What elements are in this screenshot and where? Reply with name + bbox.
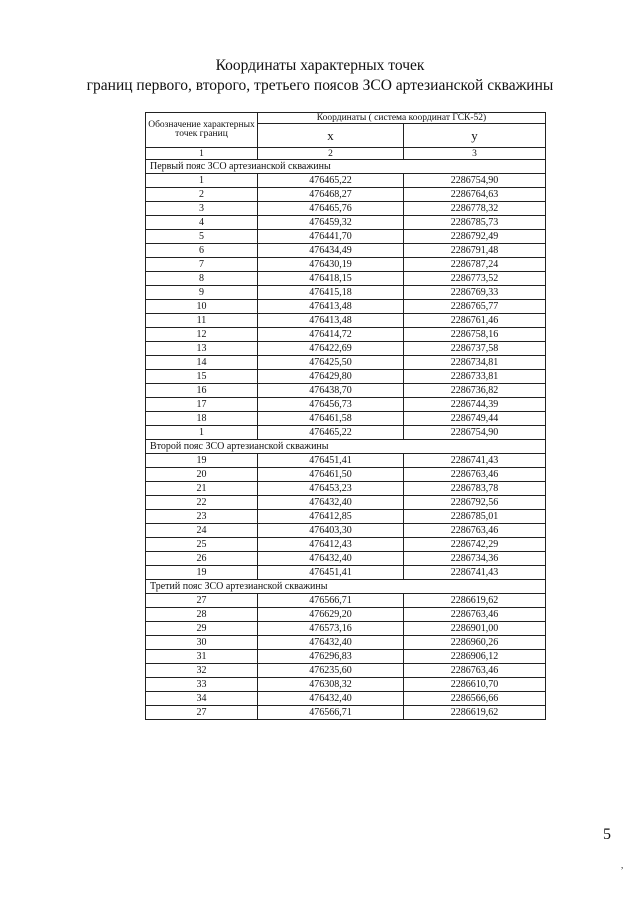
point-number-cell: 16 — [146, 384, 258, 398]
point-number-cell: 12 — [146, 328, 258, 342]
x-coordinate-cell: 476432,40 — [258, 496, 404, 510]
point-number-cell: 19 — [146, 566, 258, 580]
y-coordinate-cell: 2286734,36 — [404, 552, 546, 566]
table-row — [146, 426, 546, 440]
point-number-cell: 10 — [146, 300, 258, 314]
y-coordinate-cell: 2286566,66 — [404, 692, 546, 706]
table-row — [146, 706, 546, 720]
y-coordinate-cell: 2286763,46 — [404, 608, 546, 622]
table-row — [146, 384, 546, 398]
point-number-cell: 19 — [146, 454, 258, 468]
table-row — [146, 468, 546, 482]
table-row — [146, 538, 546, 552]
x-coordinate-cell: 476412,43 — [258, 538, 404, 552]
table-row — [146, 650, 546, 664]
corner-mark: , — [621, 860, 624, 870]
y-coordinate-cell: 2286749,44 — [404, 412, 546, 426]
column-number: 2 — [258, 148, 404, 160]
table-header — [146, 113, 546, 160]
point-number-cell: 34 — [146, 692, 258, 706]
table-row — [146, 678, 546, 692]
point-number-cell: 13 — [146, 342, 258, 356]
column-number: 3 — [404, 148, 546, 160]
x-coordinate-cell: 476629,20 — [258, 608, 404, 622]
y-coordinate-cell: 2286763,46 — [404, 664, 546, 678]
y-coordinate-cell: 2286754,90 — [404, 426, 546, 440]
x-coordinate-cell: 476566,71 — [258, 706, 404, 720]
point-number-cell: 33 — [146, 678, 258, 692]
y-coordinate-cell: 2286764,63 — [404, 188, 546, 202]
y-coordinate-cell: 2286761,46 — [404, 314, 546, 328]
x-coordinate-cell: 476451,41 — [258, 454, 404, 468]
point-number-cell: 29 — [146, 622, 258, 636]
table-row — [146, 356, 546, 370]
table-row — [146, 608, 546, 622]
table-row — [146, 398, 546, 412]
header-coordinates: Координаты ( система координат ГСК-52) — [258, 113, 546, 124]
table-row — [146, 300, 546, 314]
point-number-cell: 3 — [146, 202, 258, 216]
x-coordinate-cell: 476425,50 — [258, 356, 404, 370]
x-coordinate-cell: 476413,48 — [258, 300, 404, 314]
y-coordinate-cell: 2286758,16 — [404, 328, 546, 342]
point-number-cell: 6 — [146, 244, 258, 258]
x-coordinate-cell: 476468,27 — [258, 188, 404, 202]
x-coordinate-cell: 476451,41 — [258, 566, 404, 580]
table-row — [146, 622, 546, 636]
section-row — [146, 580, 546, 594]
point-number-cell: 32 — [146, 664, 258, 678]
x-coordinate-cell: 476403,30 — [258, 524, 404, 538]
point-number-cell: 4 — [146, 216, 258, 230]
x-coordinate-cell: 476459,32 — [258, 216, 404, 230]
header-y: y — [404, 124, 546, 148]
y-coordinate-cell: 2286765,77 — [404, 300, 546, 314]
point-number-cell: 20 — [146, 468, 258, 482]
table-row — [146, 174, 546, 188]
x-coordinate-cell: 476461,50 — [258, 468, 404, 482]
y-coordinate-cell: 2286785,73 — [404, 216, 546, 230]
x-coordinate-cell: 476434,49 — [258, 244, 404, 258]
y-coordinate-cell: 2286763,46 — [404, 468, 546, 482]
section-row — [146, 440, 546, 454]
y-coordinate-cell: 2286901,00 — [404, 622, 546, 636]
point-number-cell: 2 — [146, 188, 258, 202]
table-row — [146, 552, 546, 566]
point-number-cell: 15 — [146, 370, 258, 384]
table-row — [146, 496, 546, 510]
y-coordinate-cell: 2286791,48 — [404, 244, 546, 258]
y-coordinate-cell: 2286741,43 — [404, 566, 546, 580]
point-number-cell: 14 — [146, 356, 258, 370]
table-row — [146, 202, 546, 216]
point-number-cell: 22 — [146, 496, 258, 510]
point-number-cell: 11 — [146, 314, 258, 328]
x-coordinate-cell: 476461,58 — [258, 412, 404, 426]
table-row — [146, 594, 546, 608]
point-number-cell: 1 — [146, 174, 258, 188]
y-coordinate-cell: 2286736,82 — [404, 384, 546, 398]
table-row — [146, 258, 546, 272]
x-coordinate-cell: 476308,32 — [258, 678, 404, 692]
x-coordinate-cell: 476415,18 — [258, 286, 404, 300]
point-number-cell: 8 — [146, 272, 258, 286]
section-row — [146, 160, 546, 174]
x-coordinate-cell: 476412,85 — [258, 510, 404, 524]
y-coordinate-cell: 2286792,49 — [404, 230, 546, 244]
y-coordinate-cell: 2286619,62 — [404, 594, 546, 608]
table-row — [146, 216, 546, 230]
table-row — [146, 510, 546, 524]
point-number-cell: 17 — [146, 398, 258, 412]
x-coordinate-cell: 476465,22 — [258, 174, 404, 188]
table-row — [146, 244, 546, 258]
point-number-cell: 5 — [146, 230, 258, 244]
y-coordinate-cell: 2286744,39 — [404, 398, 546, 412]
x-coordinate-cell: 476422,69 — [258, 342, 404, 356]
y-coordinate-cell: 2286742,29 — [404, 538, 546, 552]
point-number-cell: 18 — [146, 412, 258, 426]
y-coordinate-cell: 2286734,81 — [404, 356, 546, 370]
y-coordinate-cell: 2286619,62 — [404, 706, 546, 720]
y-coordinate-cell: 2286610,70 — [404, 678, 546, 692]
x-coordinate-cell: 476432,40 — [258, 692, 404, 706]
table-row — [146, 664, 546, 678]
x-coordinate-cell: 476418,15 — [258, 272, 404, 286]
table-row — [146, 566, 546, 580]
table-body — [146, 160, 546, 720]
table-row — [146, 482, 546, 496]
x-coordinate-cell: 476441,70 — [258, 230, 404, 244]
y-coordinate-cell: 2286792,56 — [404, 496, 546, 510]
point-number-cell: 25 — [146, 538, 258, 552]
x-coordinate-cell: 476432,40 — [258, 552, 404, 566]
table-row — [146, 412, 546, 426]
y-coordinate-cell: 2286733,81 — [404, 370, 546, 384]
y-coordinate-cell: 2286754,90 — [404, 174, 546, 188]
header-x: x — [258, 124, 404, 148]
x-coordinate-cell: 476296,83 — [258, 650, 404, 664]
point-number-cell: 27 — [146, 706, 258, 720]
x-coordinate-cell: 476413,48 — [258, 314, 404, 328]
point-number-cell: 23 — [146, 510, 258, 524]
y-coordinate-cell: 2286778,32 — [404, 202, 546, 216]
point-number-cell: 26 — [146, 552, 258, 566]
table-row — [146, 636, 546, 650]
x-coordinate-cell: 476438,70 — [258, 384, 404, 398]
table-row — [146, 286, 546, 300]
point-number-cell: 27 — [146, 594, 258, 608]
x-coordinate-cell: 476453,23 — [258, 482, 404, 496]
y-coordinate-cell: 2286741,43 — [404, 454, 546, 468]
table-row — [146, 230, 546, 244]
section-title: Третий пояс ЗСО артезианской скважины — [146, 580, 546, 594]
header-point-designation: Обозначение характерных точек границ — [146, 113, 258, 148]
table-row — [146, 454, 546, 468]
point-number-cell: 28 — [146, 608, 258, 622]
table-row — [146, 524, 546, 538]
y-coordinate-cell: 2286787,24 — [404, 258, 546, 272]
x-coordinate-cell: 476430,19 — [258, 258, 404, 272]
column-number-row — [146, 148, 546, 160]
section-title: Второй пояс ЗСО артезианской скважины — [146, 440, 546, 454]
x-coordinate-cell: 476566,71 — [258, 594, 404, 608]
section-title: Первый пояс ЗСО артезианской скважины — [146, 160, 546, 174]
y-coordinate-cell: 2286769,33 — [404, 286, 546, 300]
table-row — [146, 328, 546, 342]
point-number-cell: 9 — [146, 286, 258, 300]
y-coordinate-cell: 2286763,46 — [404, 524, 546, 538]
x-coordinate-cell: 476414,72 — [258, 328, 404, 342]
table-row — [146, 342, 546, 356]
y-coordinate-cell: 2286785,01 — [404, 510, 546, 524]
x-coordinate-cell: 476235,60 — [258, 664, 404, 678]
point-number-cell: 30 — [146, 636, 258, 650]
y-coordinate-cell: 2286783,78 — [404, 482, 546, 496]
table-row — [146, 314, 546, 328]
x-coordinate-cell: 476465,76 — [258, 202, 404, 216]
table-row — [146, 188, 546, 202]
point-number-cell: 21 — [146, 482, 258, 496]
table-row — [146, 692, 546, 706]
y-coordinate-cell: 2286773,52 — [404, 272, 546, 286]
y-coordinate-cell: 2286960,26 — [404, 636, 546, 650]
x-coordinate-cell: 476429,80 — [258, 370, 404, 384]
point-number-cell: 31 — [146, 650, 258, 664]
document-title-line-1: Координаты характерных точек — [215, 57, 425, 74]
table-row — [146, 370, 546, 384]
x-coordinate-cell: 476573,16 — [258, 622, 404, 636]
point-number-cell: 24 — [146, 524, 258, 538]
x-coordinate-cell: 476456,73 — [258, 398, 404, 412]
y-coordinate-cell: 2286737,58 — [404, 342, 546, 356]
document-title-line-2: границ первого, второго, третьего поясов ЗСО артезианской скважины — [86, 77, 554, 94]
x-coordinate-cell: 476465,22 — [258, 426, 404, 440]
point-number-cell: 7 — [146, 258, 258, 272]
point-number-cell: 1 — [146, 426, 258, 440]
y-coordinate-cell: 2286906,12 — [404, 650, 546, 664]
table-row — [146, 272, 546, 286]
x-coordinate-cell: 476432,40 — [258, 636, 404, 650]
coordinates-table — [145, 112, 546, 720]
page-number: 5 — [603, 826, 611, 843]
column-number: 1 — [146, 148, 258, 160]
